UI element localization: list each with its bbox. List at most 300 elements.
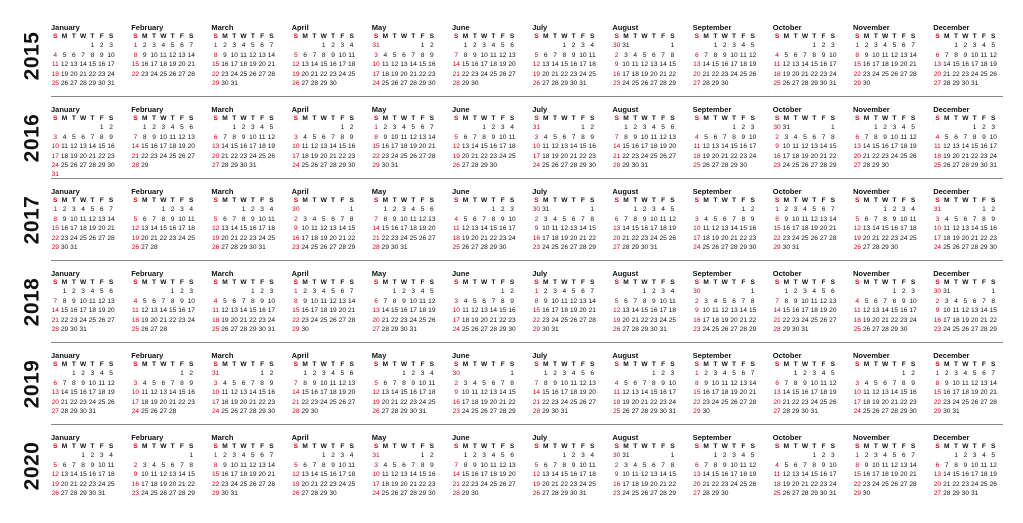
weekday-header: T [651,279,656,286]
month-name: February [131,23,164,32]
day-cell: 9 [695,307,699,315]
weekday-header: S [614,33,619,40]
day-cell: 14 [640,389,649,397]
day-cell: 25 [221,408,229,415]
day-cell: 8 [250,297,255,305]
year-divider [51,260,1003,261]
day-cell: 1 [491,206,496,214]
day-cell: 12 [60,61,69,69]
day-cell: 25 [489,70,498,78]
weekday-header: S [108,197,114,204]
day-cell: 5 [180,124,184,132]
month-october [773,105,851,177]
day-cell: 11 [98,379,106,387]
year-label [17,348,47,420]
weekday-header: S [694,115,700,122]
month-march [211,433,289,505]
day-cell: 14 [131,143,140,151]
month-november [853,23,931,95]
day-cell: 12 [702,143,710,151]
day-cell: 8 [213,461,218,469]
day-cell: 24 [211,408,220,415]
weekday-header: S [133,33,138,40]
day-cell: 10 [943,307,951,315]
day-cell: 19 [579,389,587,397]
weekday-header: T [873,197,878,204]
year-divider [51,424,1003,425]
day-cell: 21 [70,480,78,488]
day-cell: 5 [954,215,958,223]
day-cell: 15 [372,143,380,151]
day-cell: 27 [141,244,149,251]
day-cell: 27 [810,162,818,169]
day-cell: 3 [874,452,878,460]
day-cell: 9 [963,51,968,59]
day-cell: 29 [141,162,149,169]
day-cell: 12 [329,297,337,305]
day-cell: 2 [775,133,779,141]
day-cell: 8 [534,297,539,305]
day-cell: 23 [347,152,356,160]
day-cell: 11 [773,61,781,69]
day-cell: 17 [400,225,408,233]
day-cell: 29 [88,80,97,87]
day-cell: 29 [560,490,568,497]
day-cell: 16 [551,389,559,397]
weekday-header: S [349,33,354,40]
day-cell: 17 [933,234,942,242]
day-cell: 17 [909,307,917,315]
day-cell: 21 [88,152,97,160]
day-cell: 9 [944,379,949,387]
day-cell: 31 [829,80,837,87]
day-cell: 28 [267,480,276,488]
day-cell: 24 [178,234,186,242]
day-cell: 22 [372,152,380,160]
day-cell: 8 [633,215,638,223]
day-cell: 12 [952,225,960,233]
month-name: January [51,269,80,278]
weekday-header: M [943,115,950,122]
day-cell: 24 [79,316,87,324]
day-cell: 11 [810,297,818,305]
weekday-header: M [462,115,469,122]
day-cell: 5 [624,379,628,387]
day-cell: 16 [819,61,828,69]
day-cell: 15 [650,389,658,397]
day-cell: 31 [267,326,276,333]
day-cell: 17 [622,70,630,78]
day-cell: 2 [473,42,477,50]
day-cell: 6 [402,51,406,59]
day-cell: 18 [631,70,639,78]
day-cell: 15 [711,471,720,479]
day-cell: 8 [775,215,779,223]
day-cell: 29 [249,326,257,333]
day-cell: 28 [310,80,319,87]
day-cell: 25 [980,480,988,488]
day-cell: 21 [292,398,300,406]
day-cell: 18 [900,143,908,151]
weekday-header: S [670,115,675,122]
year-block-2019 [0,348,1023,430]
day-cell: 11 [934,143,941,151]
day-cell: 16 [471,61,479,69]
weekday-header: W [721,443,728,450]
month-october [773,23,851,95]
day-cell: 11 [693,143,701,151]
day-cell: 4 [463,297,468,305]
day-cell: 2 [294,215,298,223]
month-name: June [452,23,470,32]
day-cell: 19 [560,234,568,242]
month-july [532,351,610,423]
day-cell: 22 [168,316,177,324]
day-cell: 4 [189,206,194,214]
month-name: October [772,269,802,278]
day-cell: 1 [383,206,388,214]
day-cell: 12 [711,225,720,233]
day-cell: 28 [881,326,889,333]
year-label-text: 2020 [20,441,43,491]
day-cell: 18 [819,389,828,397]
day-cell: 31 [943,288,951,296]
day-cell: 15 [418,471,427,479]
day-cell: 12 [532,471,541,479]
day-cell: 12 [292,61,300,69]
day-cell: 11 [240,461,247,469]
day-cell: 31 [970,80,979,87]
day-cell: 2 [170,206,175,214]
weekday-header: T [954,197,959,204]
day-cell: 6 [383,379,388,387]
day-cell: 17 [372,70,380,78]
day-cell: 23 [551,398,559,406]
day-cell: 19 [131,234,140,242]
day-cell: 28 [372,244,380,251]
weekday-header: M [302,361,308,368]
day-cell: 23 [721,70,729,78]
day-cell: 13 [980,379,988,387]
weekday-header: T [331,33,336,40]
day-cell: 10 [693,225,701,233]
day-cell: 7 [81,51,85,59]
day-cell: 20 [881,398,889,406]
day-cell: 3 [534,133,539,141]
day-cell: 1 [855,452,860,460]
day-cell: 16 [702,389,710,397]
day-cell: 13 [542,471,550,479]
day-cell: 31 [829,490,837,497]
day-cell: 12 [249,51,257,59]
day-cell: 17 [791,225,800,233]
weekday-header: S [935,197,940,204]
day-cell: 24 [372,490,380,497]
day-cell: 2 [803,370,807,378]
day-cell: 13 [668,133,677,141]
day-cell: 26 [819,316,828,324]
day-cell: 5 [90,206,95,214]
month-name: August [612,23,639,32]
day-cell: 8 [581,133,585,141]
day-cell: 7 [411,461,416,469]
day-cell: 22 [668,480,677,488]
day-cell: 12 [721,307,729,315]
month-march [211,23,289,95]
day-cell: 25 [952,326,960,333]
day-cell: 11 [348,51,356,59]
weekday-header: S [855,443,860,450]
day-cell: 4 [454,215,459,223]
weekday-header: W [641,361,648,368]
day-cell: 29 [480,162,488,169]
day-cell: 22 [640,316,649,324]
day-cell: 21 [909,61,917,69]
day-cell: 4 [543,133,548,141]
day-cell: 22 [853,480,861,488]
day-cell: 29 [933,408,942,415]
weekday-header: S [189,361,194,368]
weekday-header: S [349,361,354,368]
weekday-header: S [694,443,700,450]
month-name: August [612,105,639,114]
day-cell: 25 [211,326,220,333]
day-cell: 1 [670,452,675,460]
day-cell: 26 [70,162,78,169]
day-cell: 3 [911,288,915,296]
day-cell: 18 [943,234,951,242]
day-cell: 13 [693,61,701,69]
day-cell: 21 [499,398,507,406]
month-name: October [772,105,802,114]
day-cell: 9 [741,133,746,141]
weekday-header: S [108,33,114,40]
day-cell: 27 [612,244,621,251]
day-cell: 21 [551,480,559,488]
day-cell: 12 [310,143,319,151]
day-cell: 21 [551,70,559,78]
day-cell: 15 [579,143,587,151]
day-cell: 4 [562,288,567,296]
day-cell: 4 [213,297,218,305]
day-cell: 20 [569,234,578,242]
day-cell: 25 [693,162,701,169]
day-cell: 1 [793,370,798,378]
day-cell: 26 [168,70,177,78]
month-name: October [772,187,802,196]
day-cell: 15 [952,61,960,69]
day-cell: 1 [250,288,255,296]
day-cell: 6 [722,215,727,223]
weekday-header: S [750,197,755,204]
day-cell: 3 [581,42,585,50]
weekday-header: W [561,443,568,450]
day-cell: 10 [390,133,399,141]
day-cell: 21 [659,480,667,488]
weekday-header: S [774,279,780,286]
day-cell: 26 [141,326,149,333]
day-cell: 17 [730,61,738,69]
day-cell: 23 [70,316,78,324]
day-cell: 22 [952,70,960,78]
weekday-header: T [411,33,416,40]
day-cell: 14 [489,307,498,315]
day-cell: 20 [668,143,677,151]
day-cell: 22 [622,152,630,160]
day-cell: 9 [534,225,539,233]
day-cell: 15 [560,61,568,69]
day-cell: 30 [60,244,69,251]
day-cell: 29 [853,490,861,497]
day-cell: 8 [53,215,58,223]
day-cell: 19 [943,152,951,160]
year-label-text: 2019 [20,359,43,409]
day-cell: 21 [622,234,630,242]
day-cell: 19 [267,143,276,151]
day-cell: 29 [989,326,997,333]
day-cell: 11 [150,471,158,479]
day-cell: 12 [943,143,951,151]
weekday-header: S [293,443,299,450]
month-name: April [291,269,309,278]
day-cell: 1 [321,42,326,50]
day-cell: 30 [721,80,729,87]
day-cell: 1 [812,42,817,50]
day-cell: 26 [51,490,59,497]
day-cell: 5 [294,51,298,59]
day-cell: 24 [532,162,541,169]
day-cell: 30 [239,162,248,169]
weekday-header: T [732,361,737,368]
weekday-header: T [90,115,95,122]
day-cell: 14 [230,225,238,233]
day-cell: 14 [782,389,791,397]
day-cell: 18 [853,316,861,324]
day-cell: 1 [935,370,940,378]
day-cell: 21 [801,70,809,78]
weekday-header: M [141,443,148,450]
day-cell: 13 [650,61,658,69]
day-cell: 14 [801,471,809,479]
weekday-header: T [491,443,496,450]
day-cell: 30 [693,288,701,296]
month-july [532,187,610,259]
day-cell: 7 [704,461,708,469]
day-cell: 2 [99,42,104,50]
day-cell: 23 [471,70,479,78]
weekday-header: S [590,279,595,286]
day-cell: 4 [775,461,779,469]
day-cell: 13 [622,307,630,315]
weekday-header: W [882,197,889,204]
weekday-header: M [222,197,228,204]
day-cell: 17 [829,471,837,479]
weekday-header: T [312,361,317,368]
weekday-header: T [892,361,897,368]
weekday-header: M [542,197,549,204]
day-cell: 19 [249,471,257,479]
day-cell: 9 [821,461,826,469]
day-cell: 27 [569,244,578,251]
weekday-header: S [349,443,354,450]
day-cell: 21 [150,234,158,242]
day-cell: 5 [864,297,869,305]
day-cell: 23 [862,480,871,488]
weekday-header: W [962,443,969,450]
day-cell: 7 [741,297,746,305]
weekday-header: F [741,115,746,122]
day-cell: 29 [881,244,889,251]
month-name: July [532,269,548,278]
day-cell: 5 [152,379,156,387]
day-cell: 23 [819,480,828,488]
day-cell: 16 [569,471,578,479]
day-cell: 19 [551,152,559,160]
day-cell: 13 [508,461,516,469]
day-cell: 13 [211,143,220,151]
day-cell: 1 [543,370,548,378]
day-cell: 12 [748,51,757,59]
day-cell: 25 [739,70,748,78]
day-cell: 9 [553,379,557,387]
day-cell: 13 [569,225,578,233]
day-cell: 28 [131,162,140,169]
day-cell: 4 [331,370,335,378]
weekday-header: T [571,279,576,286]
day-cell: 26 [862,326,871,333]
month-july [532,23,610,95]
day-cell: 19 [612,316,621,324]
day-cell: 25 [721,398,729,406]
weekday-header: M [222,279,228,286]
day-cell: 24 [249,152,257,160]
day-cell: 15 [480,143,488,151]
day-cell: 15 [168,307,177,315]
day-cell: 28 [107,234,115,242]
day-cell: 31 [249,162,257,169]
day-cell: 7 [90,133,95,141]
day-cell: 6 [793,51,798,59]
day-cell: 22 [532,316,541,324]
weekday-header: S [429,115,435,122]
weekday-header: W [962,115,969,122]
month-may [372,433,450,505]
weekday-header: T [472,279,477,286]
weekday-header: T [312,279,317,286]
day-cell: 11 [900,133,908,141]
day-cell: 12 [480,389,488,397]
month-name: November [853,187,890,196]
day-cell: 23 [588,152,596,160]
day-cell: 1 [642,288,647,296]
day-cell: 20 [107,307,115,315]
day-cell: 12 [909,133,917,141]
year-block-2020 [0,430,1023,512]
day-cell: 2 [571,452,576,460]
day-cell: 30 [961,80,969,87]
day-cell: 19 [569,307,578,315]
day-cell: 28 [640,408,649,415]
weekday-header: F [901,197,906,204]
day-cell: 17 [452,316,460,324]
day-cell: 7 [864,133,869,141]
month-name: January [51,433,80,442]
day-cell: 27 [508,70,516,78]
day-cell: 16 [60,225,69,233]
day-cell: 23 [107,152,115,160]
day-cell: 17 [943,316,951,324]
month-july [532,433,610,505]
